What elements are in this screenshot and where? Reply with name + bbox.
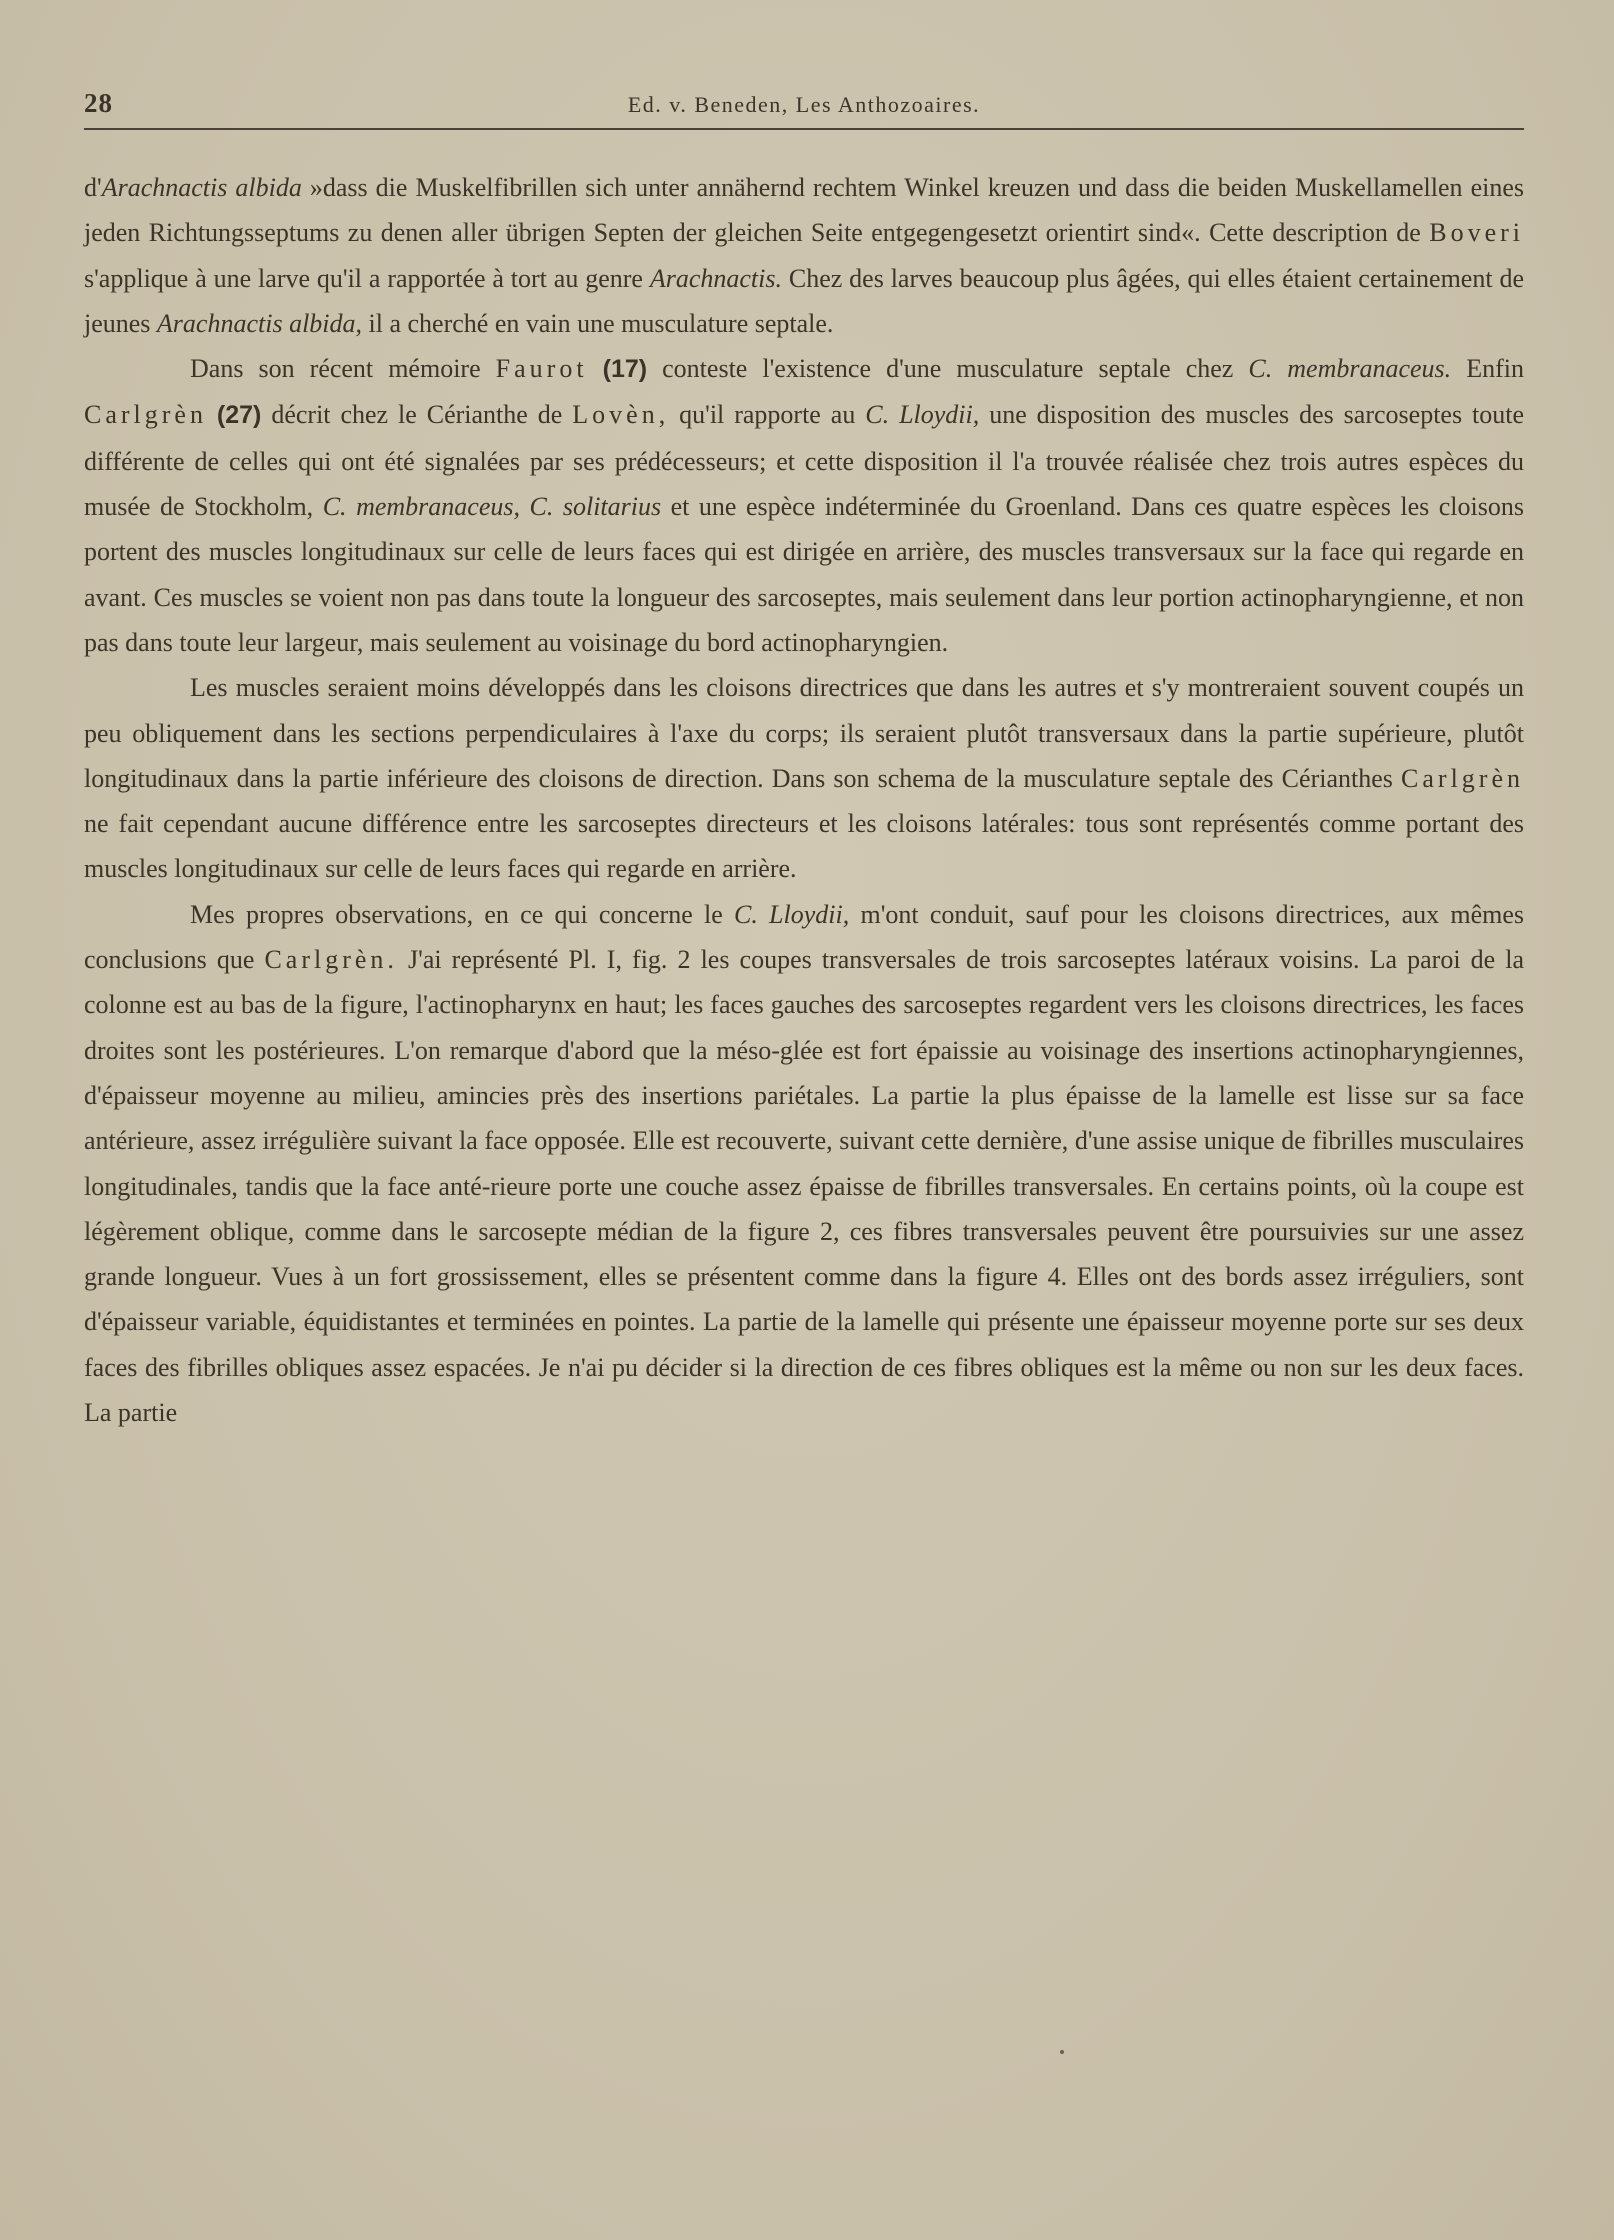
text-run: J'ai représenté Pl. I, fig. 2 les coupes transversales de trois sarcoseptes latéraux voisins. La paroi de la colonne est au bas de la figure, l'actinopharynx en haut; les faces gauches des sarcoseptes regardent vers les cloisons directrices, les faces droites sont les postérieures. L'on remarque d'abord que la méso-glée est fort épaissie au voisinage des insertions actinopharyngiennes, d'épaisseur moyenne au milieu, amincies près des insertions pariétales. La partie la plus épaisse de la lamelle est lisse sur sa face antérieure, assez irrégulière suivant la face opposée. Elle est recouverte, suivant cette dernière, d'une assise unique de fibrilles musculaires longitudinales, tandis que la face anté-rieure porte une couche assez épaisse de fibrilles transversales. En certains points, où la coupe est légèrement oblique, comme dans le sarcosepte médian de la figure 2, ces fibres transversales peuvent être poursuivies sur une assez grande longueur. Vues à un fort grossissement, elles se présentent comme dans la figure 4. Elles ont des bords assez irréguliers, sont d'épaisseur variable, équidistantes et terminées en pointes. La partie de la lamelle qui présente une épaisseur moyenne porte sur ses deux faces des fibrilles obliques assez espacées. Je n'ai pu décider si la direction de ces fibres obliques est la même ou non sur les deux faces. La partie xyxy=(84,945,1524,1428)
text-run xyxy=(207,400,217,429)
paragraph xyxy=(84,346,1524,665)
text-run: une disposition des muscles des sarcoseptes toute différente de celles qui ont été signalées par ses prédécesseurs; et cette disposition il l'a trouvée réalisée chez trois autres espèces du musée de Stockholm, xyxy=(84,400,1525,522)
italic-term: Arachnactis albida xyxy=(101,173,302,202)
body-text xyxy=(84,165,1524,1435)
text-run: qu'il rapporte au xyxy=(669,400,866,430)
italic-term: C. membranaceus, C. solitarius xyxy=(322,492,662,522)
page-number: 28 xyxy=(84,88,113,118)
author-name: Lovèn, xyxy=(572,400,670,430)
reference-number: (27) xyxy=(216,401,262,430)
italic-term: Arachnactis. xyxy=(649,263,782,293)
text-run: ne fait cependant aucune différence entre les sarcoseptes directeurs et les cloisons latérales: tous sont représentés comme portant des muscles longitudinaux sur celle de leurs faces qui regarde en arrière. xyxy=(84,809,1524,884)
paragraph xyxy=(84,165,1524,346)
text-run: Dans son récent mémoire xyxy=(190,354,496,384)
italic-term: C. membranaceus. xyxy=(1248,354,1452,384)
text-run: il a cherché en vain une musculature septale. xyxy=(362,308,834,338)
reference-number: (17) xyxy=(602,355,648,384)
text-run: Mes propres observations, en ce qui concerne le xyxy=(190,899,734,929)
page-header xyxy=(84,88,1524,130)
text-run: conteste l'existence d'une musculature septale chez xyxy=(647,354,1249,384)
paragraph xyxy=(84,665,1524,891)
italic-term: C. Lloydii, xyxy=(865,400,980,430)
text-run: m'ont conduit, sauf pour les cloisons directrices, aux mêmes conclusions que xyxy=(84,899,1524,975)
paragraph xyxy=(84,892,1524,1436)
author-name: Carlgrèn xyxy=(1401,763,1524,793)
author-name: Faurot xyxy=(495,354,588,384)
text-run: et une espèce indéterminée du Groenland. Dans ces quatre espèces les cloisons portent des muscles longitudinaux sur celle de leurs faces qui est dirigée en arrière, des muscles transversaux sur la face qui regarde en avant. Ces muscles se voient non pas dans toute la longueur des sarcoseptes, mais seulement dans leur portion actinopharyngienne, et non pas dans toute leur largeur, mais seulement au voisinage du bord actinopharyngien. xyxy=(84,492,1524,657)
author-name: Carlgrèn xyxy=(84,400,207,430)
text-run: Les muscles seraient moins développés dans les cloisons directrices que dans les autres et s'y montreraient souvent coupés un peu obliquement dans les sections perpendiculaires à l'axe du corps; ils seraient plutôt transversaux dans la partie supérieure, plutôt longitudinaux dans la partie inférieure des cloisons de direction. Dans son schema de la musculature septale des Cérianthes xyxy=(84,673,1524,793)
italic-term: Arachnactis albida, xyxy=(156,308,363,338)
text-run: décrit chez le Cérianthe de xyxy=(261,400,573,430)
text-run: d' xyxy=(84,173,102,202)
italic-term: C. Lloydii, xyxy=(733,899,850,929)
text-run xyxy=(588,354,603,383)
text-run: s'applique à une larve qu'il a rapportée à tort au genre xyxy=(84,263,650,293)
text-run: Enfin xyxy=(1451,354,1525,384)
author-name: Carlgrèn. xyxy=(264,945,398,975)
text-run: Chez des larves beaucoup plus âgées, qui elles étaient certainement de jeunes xyxy=(84,263,1524,338)
author-name: Boveri xyxy=(1429,218,1524,248)
running-title: Ed. v. Beneden, Les Anthozoaires. xyxy=(627,92,981,117)
text-run: »dass die Muskelfibrillen sich unter annähernd rechtem Winkel kreuzen und dass die beiden Muskellamellen eines jeden Richtungsseptums zu denen aller übrigen Septen der gleichen Seite entgegengesetzt orientirt sind«. Cette description de xyxy=(84,173,1524,248)
paper-speck xyxy=(1060,2050,1064,2054)
